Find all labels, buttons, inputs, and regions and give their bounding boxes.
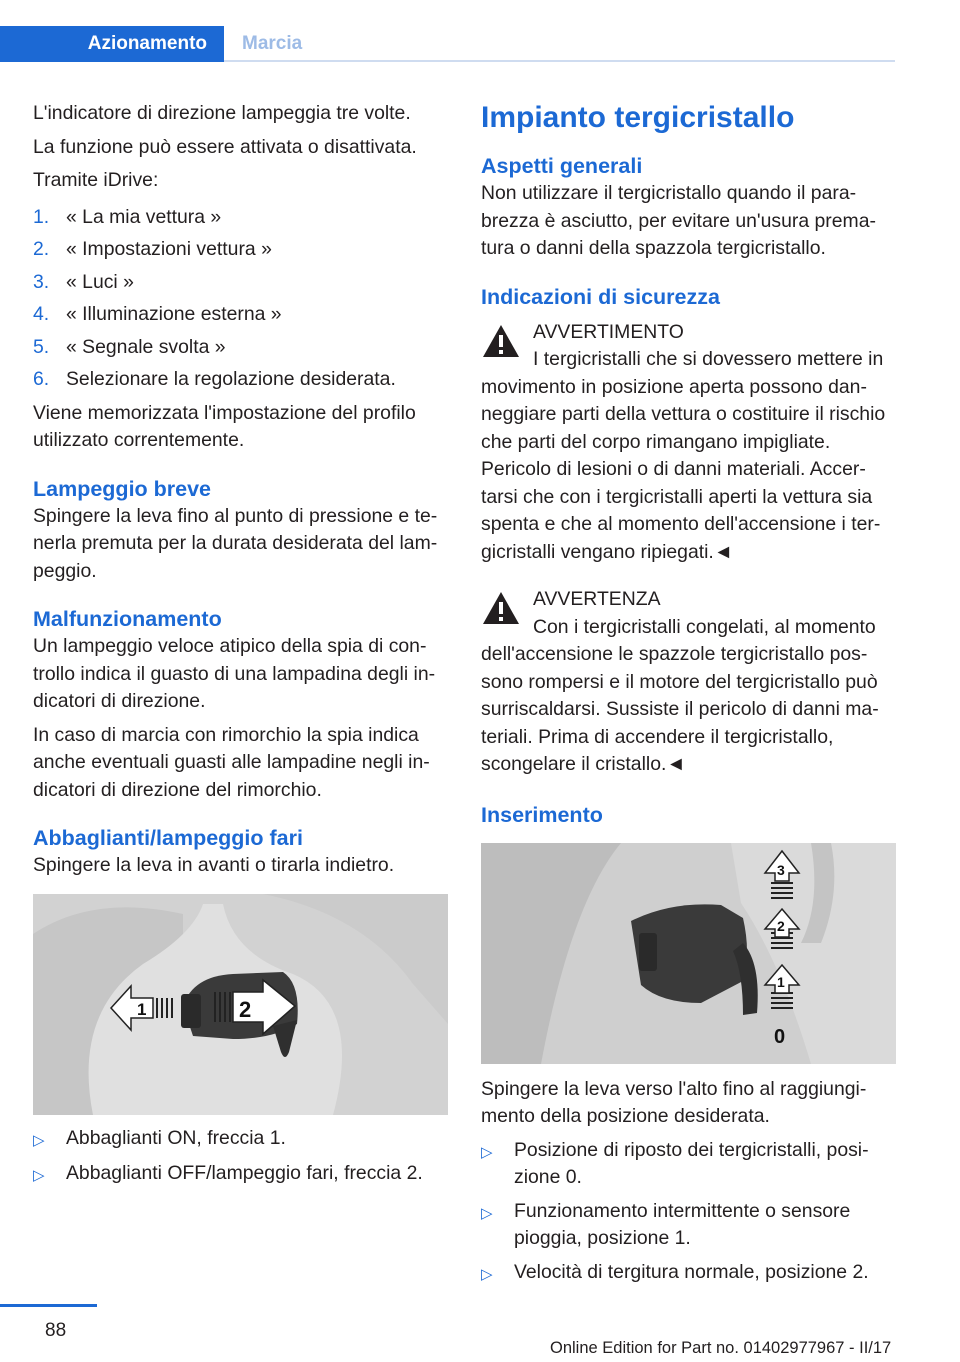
list-item: [33, 1125, 449, 1155]
step-text: « Illuminazione esterna »: [66, 303, 282, 325]
list-item: [481, 1259, 895, 1289]
wiper-drawing: [481, 843, 896, 1064]
paragraph: Spingere la leva in avanti o tirarla indietro.: [33, 854, 395, 876]
list-item: [481, 1137, 895, 1192]
list-item: [33, 331, 449, 364]
caution-triangle-icon: [481, 590, 521, 626]
bullet-text: Velocità di tergitura normale, posizione 2.: [514, 1260, 869, 1283]
list-item: [33, 298, 449, 331]
warning-block: [481, 319, 895, 567]
header-tabs: [0, 26, 895, 62]
paragraph: Viene memorizzata l'impostazione del profilo utilizzato correntemente.: [33, 401, 416, 451]
step-number: 1.: [33, 205, 50, 228]
warning-title: AVVERTIMENTO: [533, 320, 684, 343]
lever-drawing: [33, 894, 448, 1115]
position-0-label: 0: [774, 1025, 786, 1048]
bullet-text: Abbaglianti ON, freccia 1.: [66, 1126, 286, 1149]
paragraph: Spingere la leva fino al punto di pressione e tenerla premuta per la durata desiderata del lampeggio.: [33, 504, 438, 582]
position-1-label: 1: [777, 973, 785, 990]
step-number: 5.: [33, 335, 50, 358]
bullet-text: Abbaglianti OFF/lampeggio fari, freccia 2.: [66, 1162, 423, 1184]
step-text: « Segnale svolta »: [66, 335, 226, 358]
step-number: 3.: [33, 270, 50, 293]
edition-note: Online Edition for Part no. 01402977967 - II/17: [550, 1339, 892, 1357]
paragraph: Un lampeggio veloce atipico della spia di controllo indica il guasto di una lampadina degli indicatori di direzione.: [33, 635, 436, 712]
step-text: « Impostazioni vettura »: [66, 238, 272, 260]
position-3-label: 3: [777, 861, 785, 878]
footer-accent-line: [0, 1304, 97, 1307]
bullet-triangle-icon: ▷: [481, 1265, 493, 1283]
bullet-text: Funzionamento intermittente o sensore pioggia, posizione 1.: [514, 1199, 851, 1249]
left-column: [33, 100, 449, 1196]
step-number: 6.: [33, 368, 50, 390]
headlight-lever-illustration: [33, 894, 448, 1115]
bullet-triangle-icon: ▷: [33, 1131, 45, 1149]
bullet-triangle-icon: ▷: [481, 1143, 493, 1161]
paragraph: L'indicatore di direzione lampeggia tre volte.: [33, 102, 411, 124]
list-item: [481, 1198, 895, 1253]
paragraph: Tramite iDrive:: [33, 169, 159, 191]
caution-text: dell'accensione le spazzole tergicristallo possono rompersi e il motore del tergicristallo può surriscaldarsi. Sussiste il pericolo di danni materiali. Prima di accendere il tergicristallo, scongelare il cristallo.◄: [481, 643, 879, 775]
list-item: [33, 233, 449, 266]
paragraph: La funzione può essere attivata o disattivata.: [33, 135, 417, 158]
bullet-text: Posizione di riposto dei tergicristalli, posizione 0.: [514, 1138, 869, 1188]
tab-azionamento[interactable]: Azionamento: [0, 26, 224, 62]
step-text: Selezionare la regolazione desiderata.: [66, 368, 396, 390]
list-item: [33, 266, 449, 299]
caution-title: AVVERTENZA: [533, 588, 661, 610]
step-text: « La mia vettura »: [66, 205, 222, 228]
idrive-steps-list: [33, 201, 449, 396]
caution-block: [481, 586, 895, 779]
paragraph: Spingere la leva verso l'alto fino al raggiungimento della posizione desiderata.: [481, 1077, 867, 1127]
heading-aspetti-generali: Aspetti generali: [481, 154, 643, 178]
heading-malfunzionamento: Malfunzionamento: [33, 607, 222, 631]
list-item: [33, 1160, 449, 1190]
page-number: 88: [45, 1320, 67, 1341]
arrow-2-label: 2: [239, 996, 252, 1022]
paragraph: Non utilizzare il tergicristallo quando il parabrezza è asciutto, per evitare un'usura prematura o danni della spazzola tergicristallo.: [481, 182, 876, 259]
caution-text-first: Con i tergicristalli congelati, al momento: [533, 615, 876, 638]
heading-inserimento: Inserimento: [481, 802, 603, 827]
heading-lampeggio-breve: Lampeggio breve: [33, 476, 212, 501]
step-number: 2.: [33, 238, 50, 260]
bullet-triangle-icon: ▷: [481, 1204, 493, 1222]
position-2-label: 2: [777, 917, 785, 934]
warning-text-first: I tergicristalli che si dovessero mettere in: [533, 348, 884, 370]
step-number: 4.: [33, 303, 50, 325]
step-text: « Luci »: [66, 270, 134, 293]
paragraph: In caso di marcia con rimorchio la spia indica anche eventuali guasti alle lampadine negli indicatori di direzione del rimorchio.: [33, 723, 430, 801]
arrow-1-label: 1: [137, 999, 147, 1019]
header-divider: [224, 60, 895, 62]
heading-impianto-tergicristallo: Impianto tergicristallo: [481, 101, 795, 134]
tab-marcia[interactable]: Marcia: [242, 33, 303, 54]
headlight-bullets: [33, 1125, 449, 1190]
bullet-triangle-icon: ▷: [33, 1167, 45, 1184]
wiper-lever-illustration: [481, 843, 896, 1064]
heading-abbaglianti: Abbaglianti/lampeggio fari: [33, 826, 303, 850]
list-item: [33, 201, 449, 234]
warning-triangle-icon: [481, 323, 521, 359]
list-item: [33, 363, 449, 396]
right-column: [481, 100, 895, 1294]
heading-indicazioni-sicurezza: Indicazioni di sicurezza: [481, 284, 720, 309]
wiper-positions-list: [481, 1137, 895, 1289]
warning-text: movimento in posizione aperta possono danneggiare parti della vettura o costituire il rischio che parti del corpo rimangano impigliate. Pericolo di lesioni o di danni materiali. Accertarsi che con i tergicristalli aperti la vettura sia spenta e che al momento dell'accensione i tergicristalli vengano ripiegati.◄: [481, 375, 886, 563]
